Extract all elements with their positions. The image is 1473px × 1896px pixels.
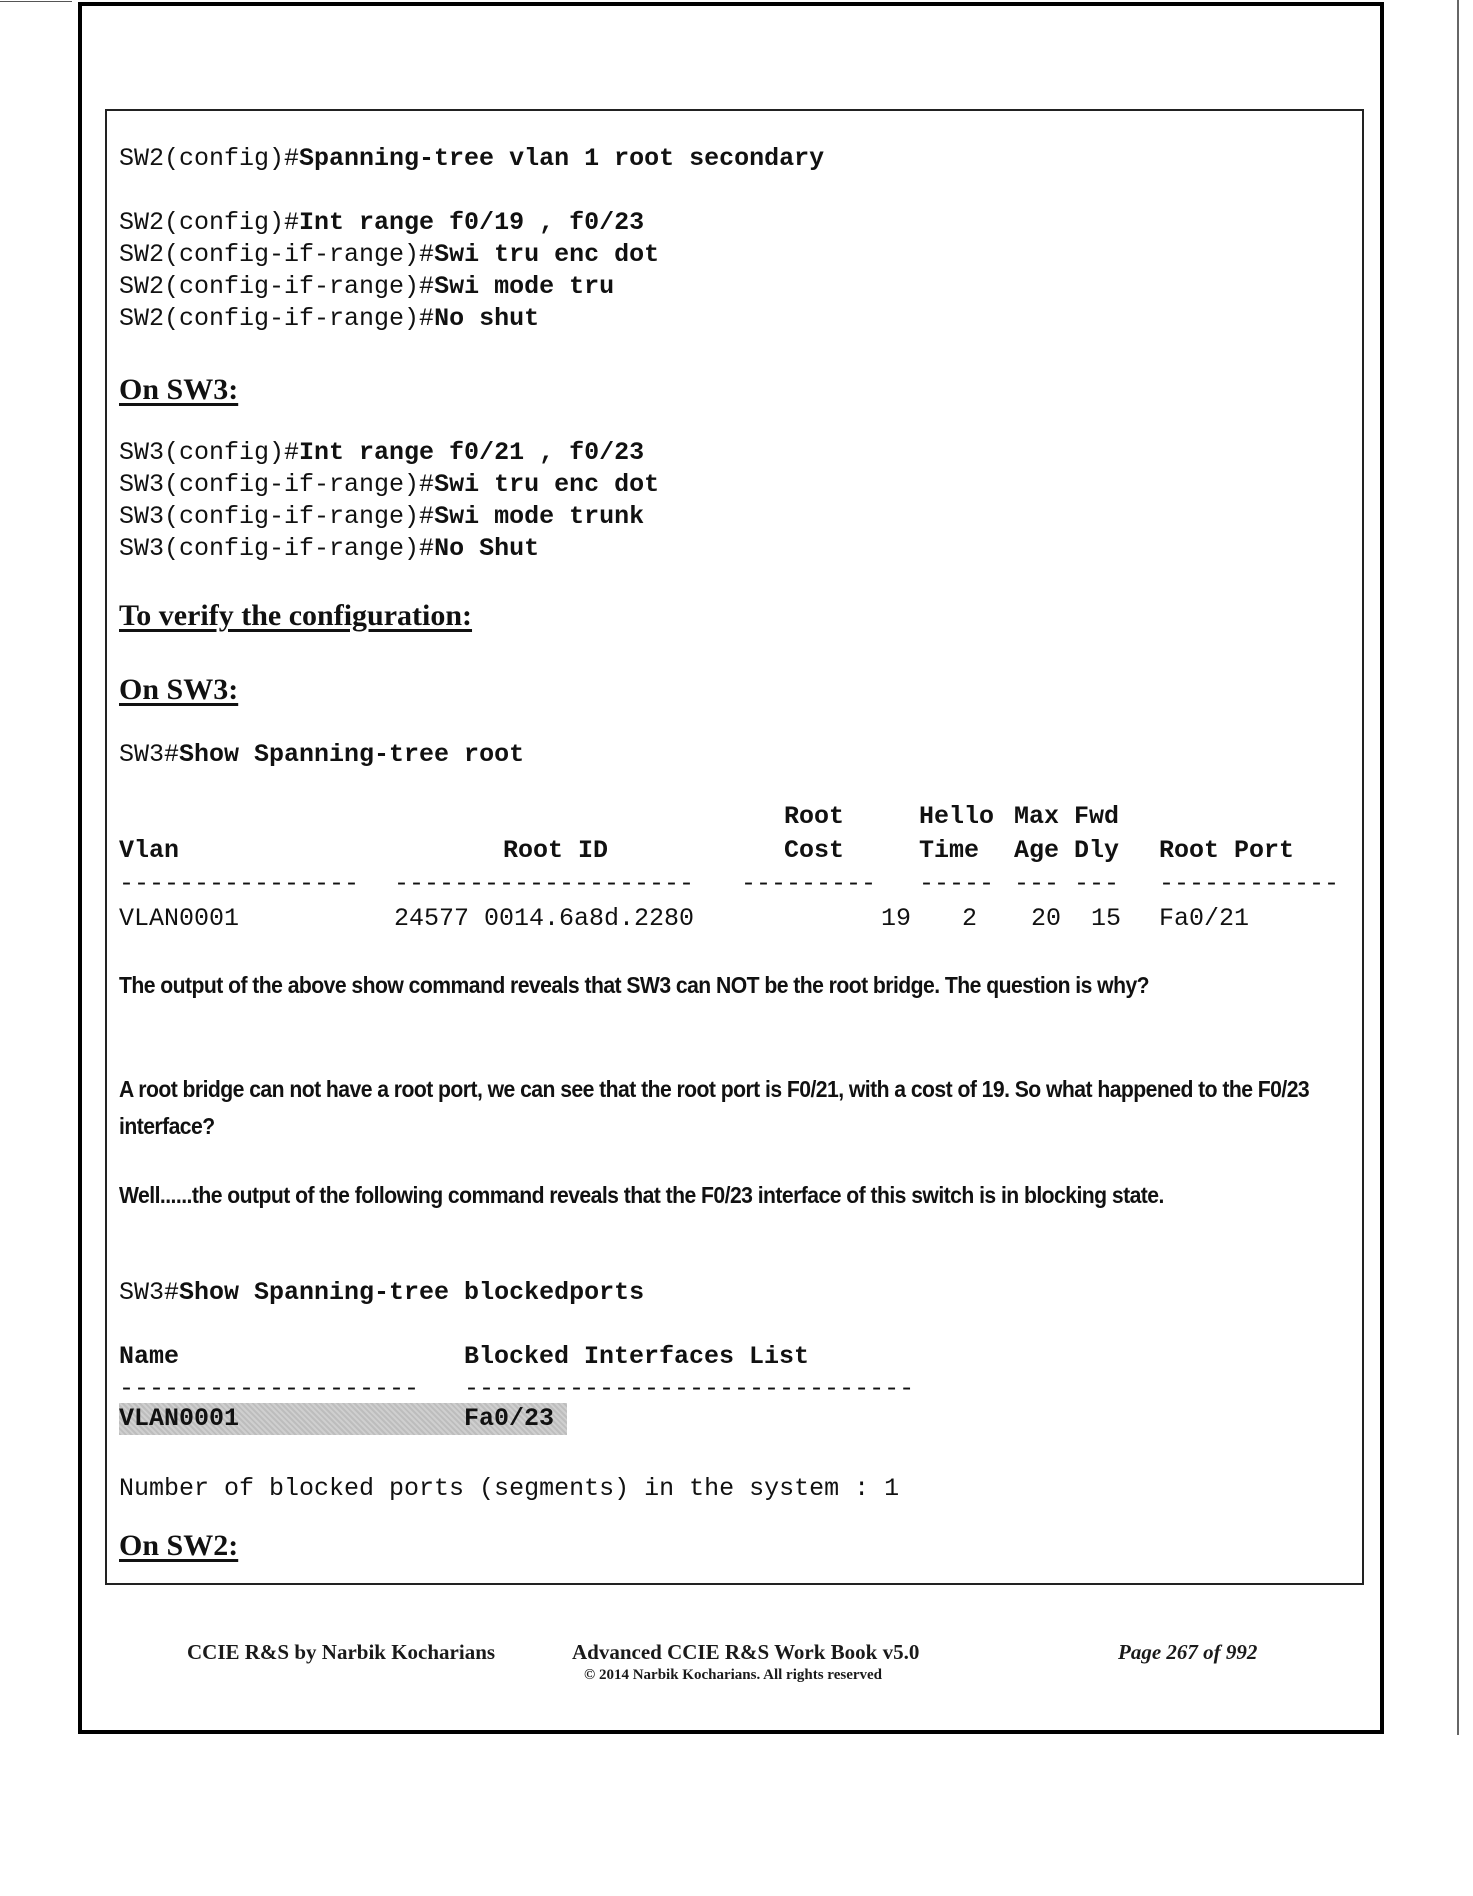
cli-prompt: SW3# (119, 1278, 180, 1307)
cli-command: Show Spanning-tree root (179, 740, 525, 769)
blocked-table-separator (119, 1373, 1019, 1405)
dash-separator: ----- (919, 869, 995, 898)
paragraph: Well......the output of the following command reveals that the F0/23 interface of this switch is in blocking state. (119, 1182, 1164, 1208)
dash-separator: --- (1014, 869, 1060, 898)
cli-command: Swi tru enc dot (434, 470, 660, 499)
cell-vlan: VLAN0001 (119, 904, 240, 933)
cli-command: No Shut (434, 534, 540, 563)
cli-command: Swi mode trunk (434, 502, 645, 531)
root-table-header-top (119, 801, 1359, 833)
dash-separator: ------------ (1159, 869, 1340, 898)
blocked-table-row (119, 1403, 567, 1435)
section-heading-on-sw2: On SW2: (119, 1529, 239, 1562)
cell-root-port: Fa0/21 (1159, 904, 1250, 933)
sw2-config-line (119, 303, 539, 335)
cli-prompt: SW2(config-if-range)# (119, 304, 435, 333)
cli-command: Swi mode tru (434, 272, 615, 301)
col-header-fwd-delay: Dly (1074, 836, 1120, 865)
col-header-root-cost: Cost (784, 836, 845, 865)
footer-author: CCIE R&S by Narbik Kocharians (187, 1640, 496, 1664)
section-heading-verify: To verify the configuration: (119, 599, 473, 632)
cell-fwd-delay: 15 (1091, 904, 1122, 933)
sw2-config-line (119, 143, 824, 175)
cli-command: Show Spanning-tree blockedports (179, 1278, 645, 1307)
sw2-config-line (119, 239, 659, 271)
cli-command: No shut (434, 304, 540, 333)
col-header: Fwd (1074, 802, 1120, 831)
paragraph: A root bridge can not have a root port, we can see that the root port is F0/21, with a cost of 19. So what happened to the F0/23 interface? (119, 1076, 1310, 1139)
sw3-config-line (119, 437, 644, 469)
cell-name: VLAN0001 (119, 1404, 240, 1433)
col-header: Max (1014, 802, 1060, 831)
footer-title: Advanced CCIE R&S Work Book v5.0 (572, 1640, 920, 1664)
col-header: Hello (919, 802, 995, 831)
cli-prompt: SW3(config-if-range)# (119, 534, 435, 563)
section-heading-on-sw3: On SW3: (119, 673, 239, 706)
cli-command: Spanning-tree vlan 1 root secondary (299, 144, 825, 173)
cli-prompt: SW2(config)# (119, 208, 300, 237)
cli-prompt: SW3# (119, 740, 180, 769)
show-root-command (119, 739, 524, 771)
cell-root-id: 24577 0014.6a8d.2280 (394, 904, 695, 933)
cell-blocked-interface: Fa0/23 (464, 1404, 555, 1433)
cli-prompt: SW2(config-if-range)# (119, 240, 435, 269)
right-margin-line (1457, 0, 1459, 1735)
footer-copyright: © 2014 Narbik Kocharians. All rights reserved (584, 1667, 883, 1683)
root-table-row (119, 903, 1359, 935)
cli-command: Swi tru enc dot (434, 240, 660, 269)
cli-command: Int range f0/21 , f0/23 (299, 438, 645, 467)
sw3-config-line (119, 501, 644, 533)
sw2-config-line (119, 207, 644, 239)
sw2-config-line (119, 271, 614, 303)
content-box (105, 109, 1364, 1585)
dash-separator: ---------------- (119, 869, 360, 898)
col-header-max-age: Age (1014, 836, 1060, 865)
footer-page-number: Page 267 of 992 (1118, 1640, 1258, 1664)
col-header-hello-time: Time (919, 836, 980, 865)
dash-separator: --------- (741, 869, 877, 898)
blocked-table-header (119, 1341, 1019, 1373)
dash-separator: --- (1074, 869, 1120, 898)
sw3-config-line (119, 469, 659, 501)
dash-separator: -------------------- (394, 869, 695, 898)
cell-root-cost: 19 (881, 904, 912, 933)
root-table-separator (119, 868, 1379, 900)
col-header-vlan: Vlan (119, 836, 180, 865)
cli-prompt: SW3(config)# (119, 438, 300, 467)
top-edge-line (0, 1, 72, 2)
col-header-root-id: Root ID (503, 836, 609, 865)
cli-prompt: SW2(config-if-range)# (119, 272, 435, 301)
cli-prompt: SW3(config-if-range)# (119, 470, 435, 499)
show-blocked-command (119, 1277, 644, 1309)
blocked-ports-summary: Number of blocked ports (segments) in the system : 1 (119, 1474, 900, 1503)
col-header-name: Name (119, 1342, 180, 1371)
dash-separator: ------------------------------ (464, 1374, 915, 1403)
cli-prompt: SW3(config-if-range)# (119, 502, 435, 531)
cell-max-age: 20 (1031, 904, 1062, 933)
sw3-config-line (119, 533, 539, 565)
col-header-blocked-list: Blocked Interfaces List (464, 1342, 810, 1371)
cell-hello-time: 2 (962, 904, 978, 933)
paragraph: The output of the above show command reveals that SW3 can NOT be the root bridge. The question is why? (119, 972, 1150, 998)
cli-prompt: SW2(config)# (119, 144, 300, 173)
section-heading-on-sw3: On SW3: (119, 373, 239, 406)
col-header-root-port: Root Port (1159, 836, 1295, 865)
root-table-header-bottom (119, 835, 1359, 867)
col-header: Root (784, 802, 845, 831)
cli-command: Int range f0/19 , f0/23 (299, 208, 645, 237)
dash-separator: -------------------- (119, 1374, 420, 1403)
